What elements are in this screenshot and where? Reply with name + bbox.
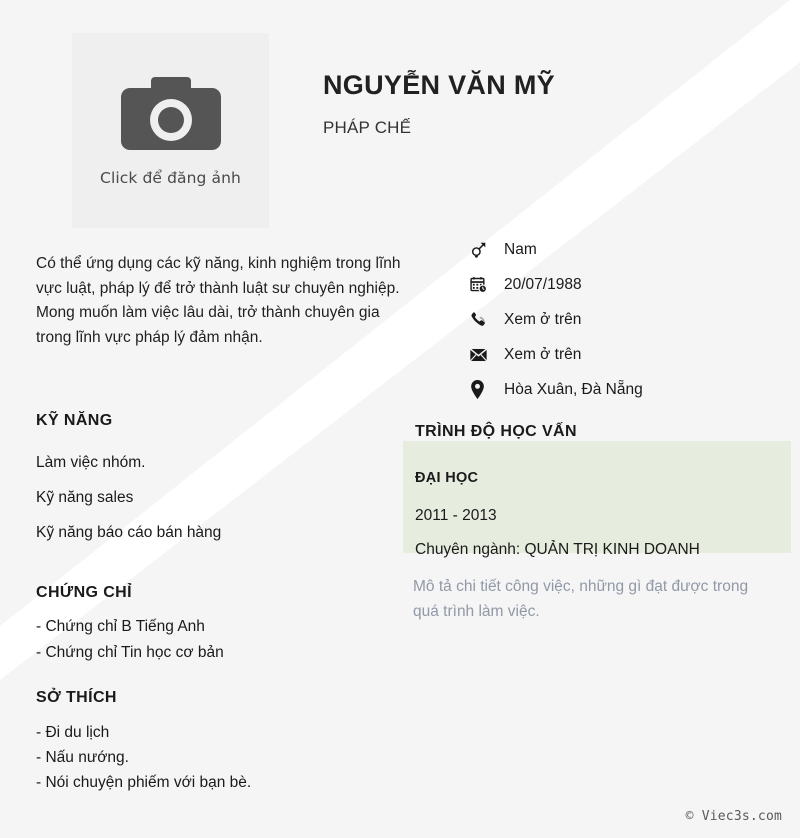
job-position: PHÁP CHẾ (323, 118, 412, 137)
career-summary: Có thể ứng dụng các kỹ năng, kinh nghiệm trong lĩnh vực luật, pháp lý để trở thành luật sư chuyên nghiệp. Mong muốn làm việc lâu dài, trở thành chuyên gia trong lĩnh vực pháp lý đảm nhận. (36, 255, 401, 346)
contact-value-address: Hòa Xuân, Đà Nẵng (504, 380, 643, 398)
contact-row-gender (470, 232, 790, 267)
hobby-item: - Nấu nướng. (36, 749, 129, 766)
camera-icon (119, 75, 223, 157)
phone-icon (470, 310, 492, 330)
section-heading-education: TRÌNH ĐỘ HỌC VẤN (415, 423, 577, 440)
section-heading-skills: KỸ NĂNG (36, 412, 113, 429)
contact-row-birthdate (470, 267, 790, 302)
contact-value-phone: Xem ở trên (504, 310, 582, 328)
education-years: 2011 - 2013 (415, 507, 497, 524)
photo-upload-label: Click để đăng ảnh (100, 168, 241, 187)
hobby-item: - Nói chuyện phiếm với bạn bè. (36, 774, 252, 791)
email-icon (470, 345, 492, 365)
footer-watermark: © Viec3s.com (685, 809, 782, 824)
contact-row-address (470, 372, 790, 407)
section-heading-hobbies: SỞ THÍCH (36, 689, 117, 706)
skill-item: Kỹ năng sales (36, 489, 134, 506)
contact-row-email (470, 337, 790, 372)
education-major: Chuyên ngành: QUẢN TRỊ KINH DOANH (415, 541, 700, 558)
skill-item: Làm việc nhóm. (36, 454, 146, 471)
contact-value-email: Xem ở trên (504, 345, 582, 363)
contact-row-phone (470, 302, 790, 337)
skill-item: Kỹ năng báo cáo bán hàng (36, 524, 222, 541)
education-description: Mô tả chi tiết công việc, những gì đạt được trong quá trình làm việc. (413, 578, 749, 620)
location-icon (470, 380, 492, 400)
calendar-icon (470, 275, 492, 295)
photo-upload-box[interactable] (72, 33, 269, 228)
education-degree: ĐẠI HỌC (415, 470, 479, 486)
certificate-item: - Chứng chỉ Tin học cơ bản (36, 644, 224, 661)
certificate-item: - Chứng chỉ B Tiếng Anh (36, 618, 205, 635)
gender-icon (470, 240, 492, 260)
contact-value-gender: Nam (504, 240, 537, 258)
contact-list (470, 232, 790, 407)
hobby-item: - Đi du lịch (36, 724, 110, 741)
page-title: NGUYỄN VĂN MỸ (323, 70, 555, 100)
section-heading-certificates: CHỨNG CHỈ (36, 584, 132, 601)
contact-value-birthdate: 20/07/1988 (504, 275, 582, 293)
